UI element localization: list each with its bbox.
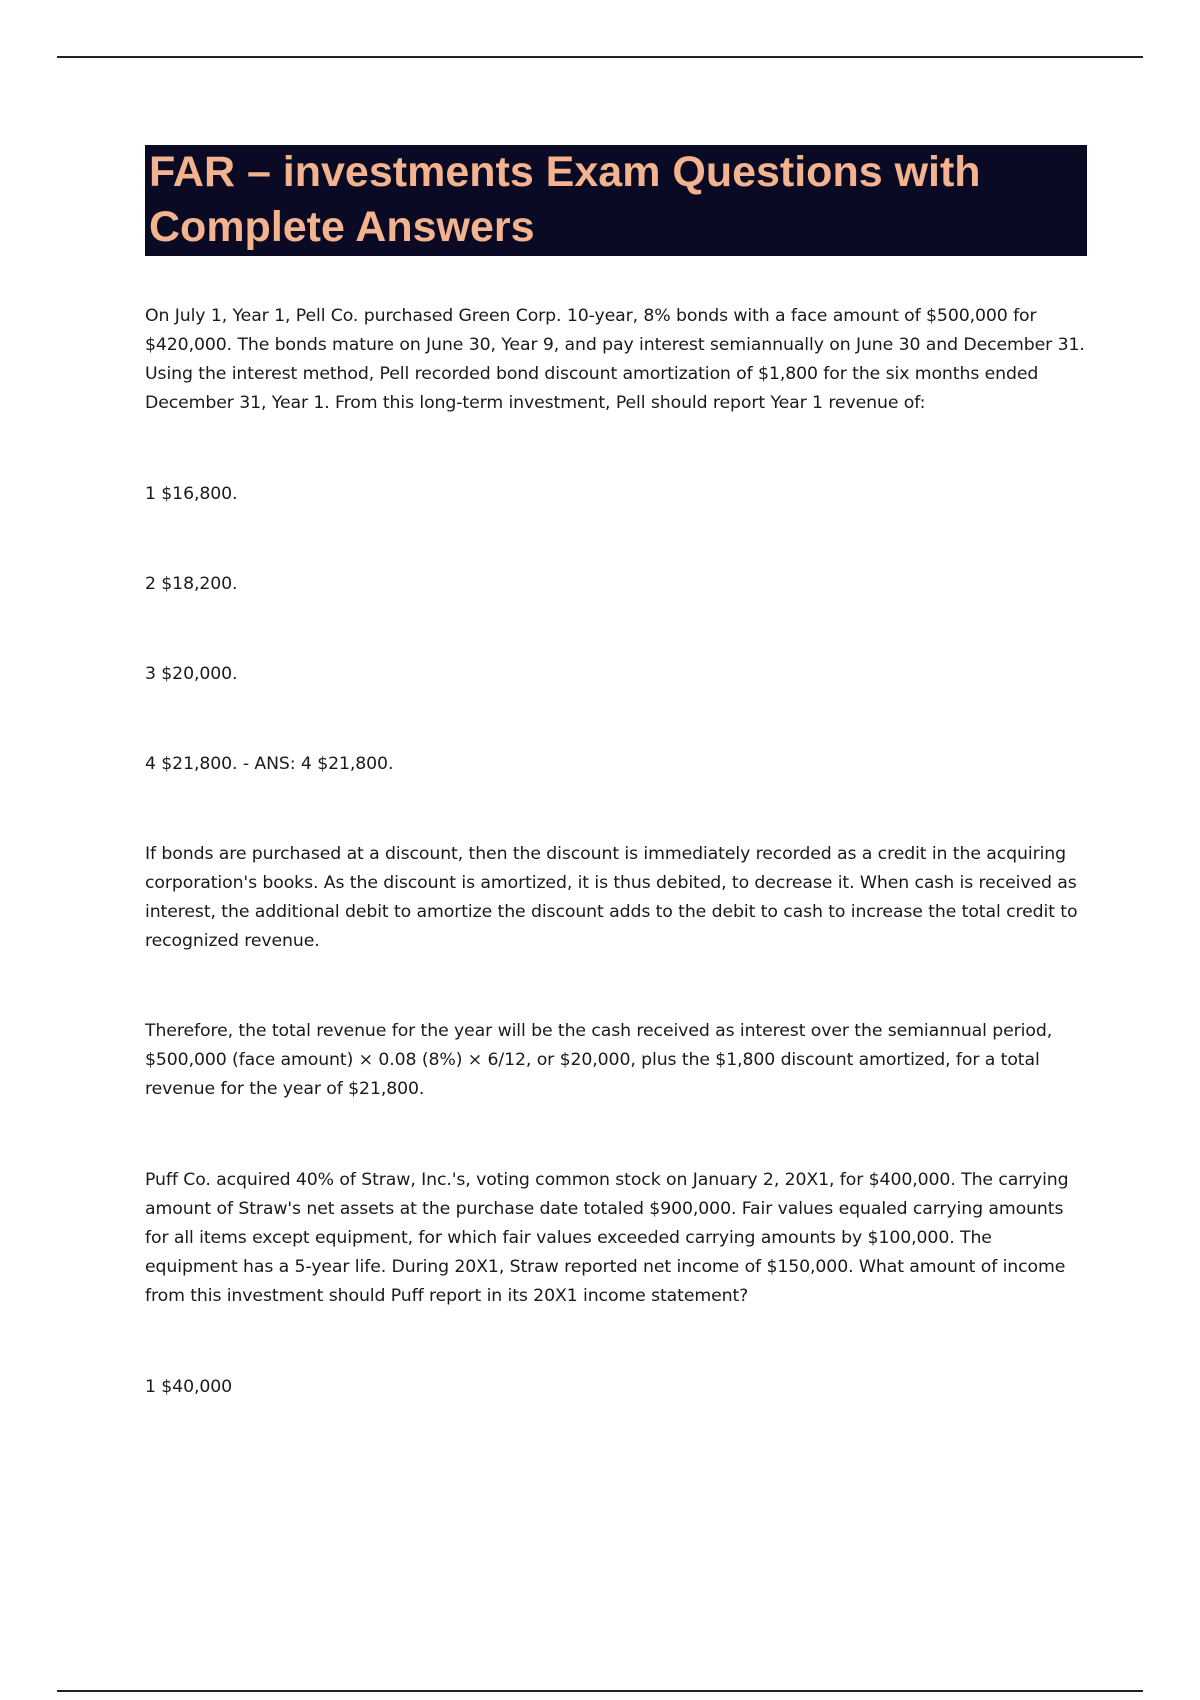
question-1-explanation-1: If bonds are purchased at a discount, then the discount is immediately recorded as a credit in the acquiring corporation's books. As the discount is amortized, it is thus debited, to decrease it. When cash is received as interest, the additional debit to amortize the discount adds to the debit to cash to increase the total credit to recognized revenue. [145, 844, 1078, 951]
title-line-1: FAR – investments Exam Questions with [149, 148, 981, 196]
question-1-option-3: 3 $20,000. [145, 664, 238, 684]
question-1-option-4-answer: 4 $21,800. - ANS: 4 $21,800. [145, 754, 394, 774]
title-line-2: Complete Answers [149, 203, 535, 251]
question-1-option-2: 2 $18,200. [145, 574, 238, 594]
question-2-option-1: 1 $40,000 [145, 1377, 233, 1397]
question-1-explanation-2: Therefore, the total revenue for the year will be the cash received as interest over the semiannual period, $500,000 (face amount) × 0.08 (8%) × 6/12, or $20,000, plus the $1,800 discount amortized, for a total revenue for the year of $21,800. [145, 1021, 1053, 1099]
question-1-text: On July 1, Year 1, Pell Co. purchased Green Corp. 10-year, 8% bonds with a face amount of $500,000 for $420,000. The bonds mature on June 30, Year 9, and pay interest semiannually on June 30 and December 31. Using the interest method, Pell recorded bond discount amortization of $1,800 for the six months ended December 31, Year 1. From this long-term investment, Pell should report Year 1 revenue of: [145, 306, 1085, 413]
question-1-option-1: 1 $16,800. [145, 484, 238, 504]
document-body [145, 145, 1087, 1402]
footer-rule [57, 1690, 1143, 1692]
question-2-text: Puff Co. acquired 40% of Straw, Inc.'s, voting common stock on January 2, 20X1, for $400,000. The carrying amount of Straw's net assets at the purchase date totaled $900,000. Fair values equaled carrying amounts for all items except equipment, for which fair values exceeded carrying amounts by $100,000. The equipment has a 5-year life. During 20X1, Straw reported net income of $150,000. What amount of income from this investment should Puff report in its 20X1 income statement? [145, 1170, 1069, 1306]
document-title [145, 145, 1087, 256]
header-rule [57, 56, 1143, 58]
